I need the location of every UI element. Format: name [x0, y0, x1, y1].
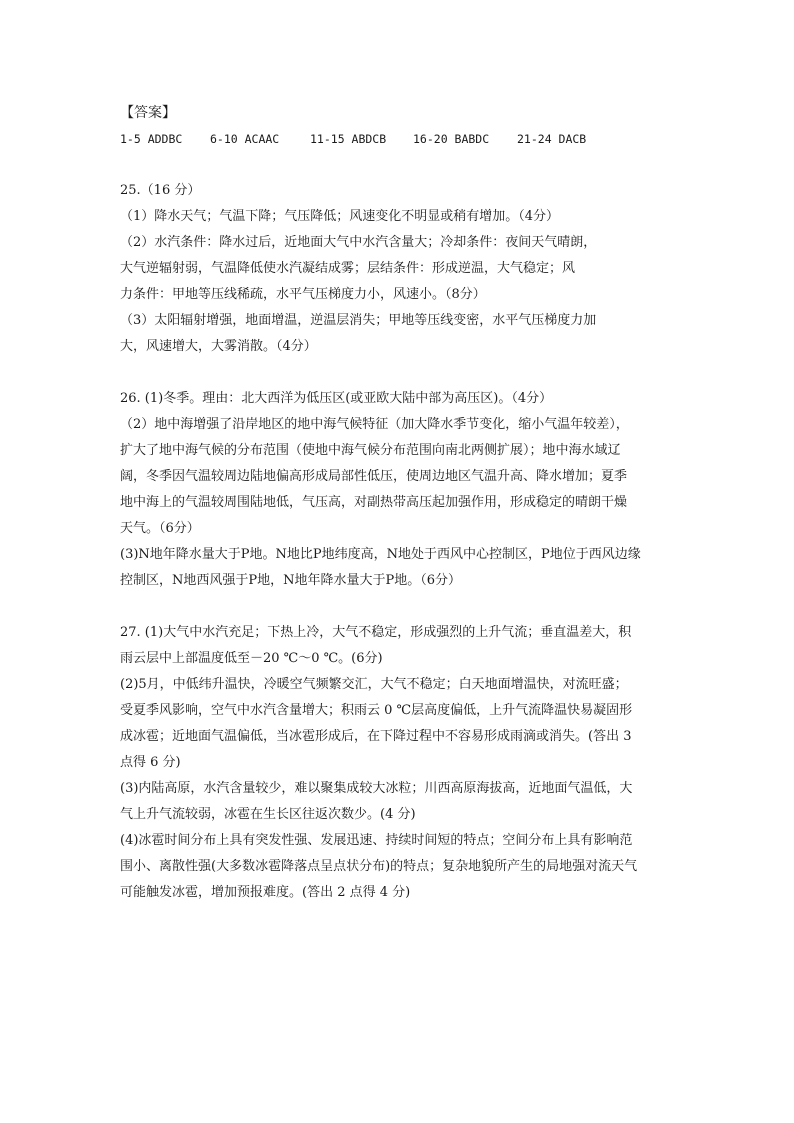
- q25-line: （2）水汽条件：降水过后，近地面大气中水汽含量大；冷却条件：夜间天气晴朗，: [120, 235, 597, 250]
- q25-line: 大气逆辐射弱，气温降低使水汽凝结成雾；层结条件：形成逆温，大气稳定；风: [120, 261, 576, 276]
- q25-line: （1）降水天气；气温下降；气压降低；风速变化不明显或稍有增加。（4分）: [120, 209, 560, 224]
- q25-line: 大，风速增大，大雾消散。（4分）: [120, 339, 317, 354]
- q27-line: (3)内陆高原，水汽含量较少，难以聚集成较大冰粒；川西高原海拔高，近地面气温低，大: [120, 781, 633, 796]
- q25-line: （3）太阳辐射增强，地面增温，逆温层消失；甲地等压线变密，水平气压梯度力加: [120, 313, 597, 328]
- q27-line: 27. (1)大气中水汽充足；下热上冷，大气不稳定，形成强烈的上升气流；垂直温差大，积: [120, 625, 632, 640]
- q25-line: 25.（16 分）: [120, 183, 201, 198]
- q26-line: 地中海上的气温较周围陆地低，气压高，对副热带高压起加强作用，形成稳定的晴朗干燥: [120, 495, 628, 510]
- q26-line: 控制区，N地西风强于P地，N地年降水量大于P地。（6分）: [120, 573, 462, 588]
- answer-key-group: 6-10 ACAAC: [210, 132, 280, 146]
- q27-line: (4)冰雹时间分布上具有突发性强、发展迅速、持续时间短的特点；空间分布上具有影响范: [120, 833, 633, 848]
- q25-line: 力条件：甲地等压线稀疏，水平气压梯度力小，风速小。（8分）: [120, 287, 486, 302]
- q26-line: 扩大了地中海气候的分布范围（使地中海气候分布范围向南北两侧扩展）；地中海水域辽: [120, 443, 621, 458]
- q26-line: 26. (1)冬季。理由：北大西洋为低压区(或亚欧大陆中部为高压区)。（4分）: [120, 391, 553, 406]
- q26-line: (3)N地年降水量大于P地。N地比P地纬度高，N地处于西风中心控制区，P地位于西风边缘: [120, 547, 641, 562]
- q26-line: 天气。（6分）: [120, 521, 200, 536]
- q27-line: (2)5月，中低纬升温快，冷暖空气频繁交汇，大气不稳定；白天地面增温快，对流旺盛；: [120, 677, 628, 692]
- answer-key-row: [120, 126, 680, 152]
- question-25-block: [120, 178, 680, 360]
- q27-line: 受夏季风影响，空气中水汽含量增大；积雨云 0 ℃层高度偏低，上升气流降温快易凝固形: [120, 703, 633, 718]
- question-26-block: [120, 386, 680, 594]
- answer-heading: 【答案】: [120, 105, 176, 121]
- answer-key-group: 21-24 DACB: [517, 132, 587, 146]
- answer-key-group: 16-20 BABDC: [413, 132, 490, 146]
- answer-key-group: 11-15 ABDCB: [310, 132, 387, 146]
- q26-line: 阔，冬季因气温较周边陆地偏高形成局部性低压，使周边地区气温升高、降水增加；夏季: [120, 469, 628, 484]
- q27-line: 围小、离散性强(大多数冰雹降落点呈点状分布)的特点；复杂地貌所产生的局地强对流天气: [120, 859, 638, 874]
- q27-line: 点得 6 分): [120, 755, 181, 770]
- q27-line: 气上升气流较弱，冰雹在生长区往返次数少。(4 分): [120, 807, 416, 822]
- q27-line: 可能触发冰雹，增加预报难度。(答出 2 点得 4 分): [120, 885, 411, 900]
- question-27-block: [120, 620, 680, 906]
- q27-line: 雨云层中上部温度低至－20 ℃～0 ℃。(6分): [120, 651, 383, 666]
- q27-line: 成冰雹；近地面气温偏低，当冰雹形成后，在下降过程中不容易形成雨滴或消失。(答出 3: [120, 729, 632, 744]
- answer-key-group: 1-5 ADDBC: [120, 132, 183, 146]
- answer-document: [120, 100, 680, 906]
- q26-line: （2）地中海增强了沿岸地区的地中海气候特征（加大降水季节变化，缩小气温年较差），: [120, 417, 629, 432]
